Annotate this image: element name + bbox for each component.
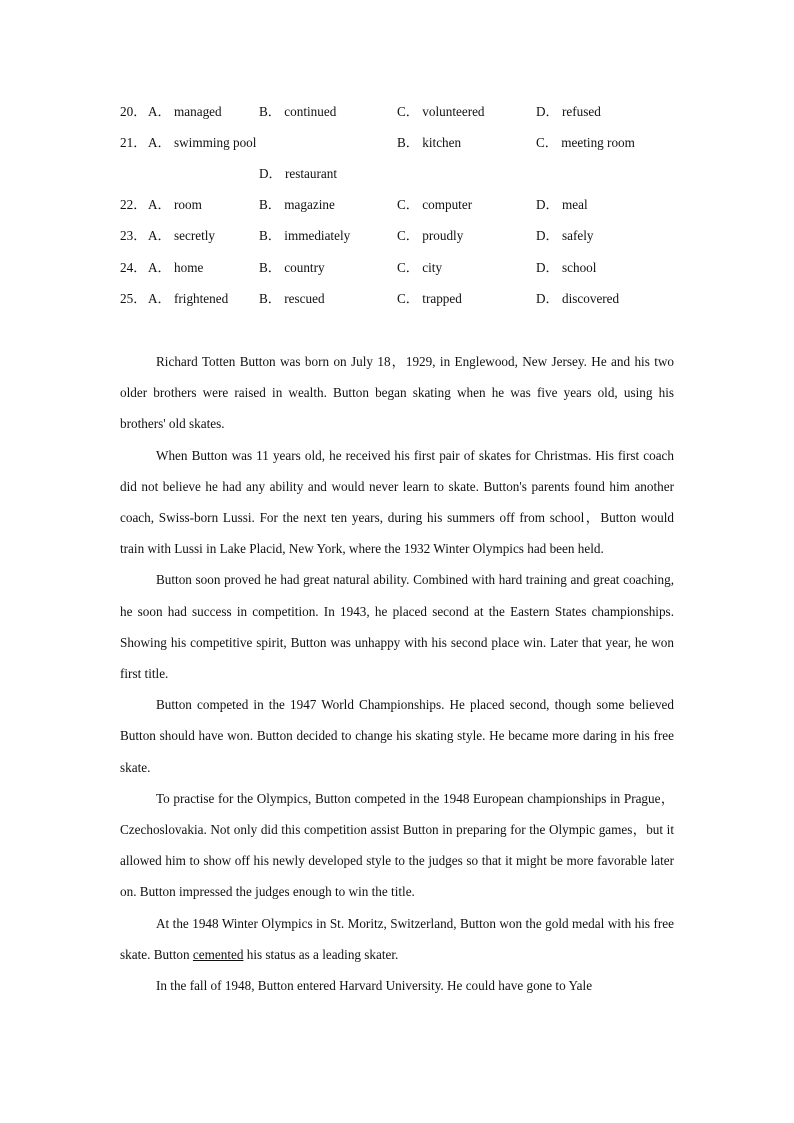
- option-b: B． continued: [259, 104, 337, 119]
- option-d: C． meeting room: [536, 135, 635, 150]
- option-b: B． rescued: [259, 291, 325, 306]
- option-b: B． immediately: [259, 228, 351, 243]
- paragraph-5: To practise for the Olympics, Button competed in the 1948 European championships in Prague，Czechoslovakia. Not only did this competition assist Button in preparing for the Olympic games，but it allowed him to show off his newly developed style to the judges so that it might be more favorable later on. Button impressed the judges enough to win the title.: [120, 790, 674, 900]
- paragraph-1: Richard Totten Button was born on July 18，1929, in Englewood, New Jersey. He and his two older brothers were raised in wealth. Button began skating when he was five years old, using his brothers' old skates.: [120, 354, 674, 432]
- question-number: 20．: [120, 104, 147, 119]
- option-b: B． country: [259, 260, 325, 275]
- option-a: A． swimming pool: [148, 135, 257, 150]
- option-a: A． home: [148, 260, 204, 275]
- question-number: 22．: [120, 197, 147, 212]
- paragraph-7: In the fall of 1948, Button entered Harvard University. He could have gone to Yale: [156, 978, 593, 994]
- question-number: 25．: [120, 291, 147, 306]
- option-c: C． volunteered: [397, 104, 485, 119]
- option-d: D． refused: [536, 104, 601, 119]
- option-c: C． computer: [397, 197, 473, 212]
- question-number: 21．: [120, 135, 147, 150]
- option-a: A． secretly: [148, 228, 216, 243]
- option-c: C． city: [397, 260, 443, 275]
- option-c: B． kitchen: [397, 135, 462, 150]
- option-d: D． safely: [536, 228, 594, 243]
- option-b: B． magazine: [259, 197, 335, 212]
- option-c: C． proudly: [397, 228, 464, 243]
- option-b: D． restaurant: [259, 166, 337, 181]
- paragraph-6: [120, 908, 674, 970]
- option-d: D． discovered: [536, 291, 620, 306]
- option-d: D． school: [536, 260, 597, 275]
- question-number: 24．: [120, 260, 147, 275]
- option-d: D． meal: [536, 197, 588, 212]
- option-a: A． frightened: [148, 291, 229, 306]
- paragraph-6-text-start: At the 1948 Winter Olympics in St. Moritz, Switzerland, Button won the gold medal with his free skate. Button: [120, 915, 674, 962]
- option-a: A． managed: [148, 104, 222, 119]
- paragraph-2: When Button was 11 years old, he received his first pair of skates for Christmas. His first coach did not believe he had any ability and would never learn to skate. Button's parents found him another coach, Swiss-born Lussi. For the next ten years, during his summers off from school，Button would train with Lussi in Lake Placid, New York, where the 1932 Winter Olympics had been held.: [120, 447, 674, 557]
- paragraph-4: Button competed in the 1947 World Championships. He placed second, though some believed Button should have won. Button decided to change his skating style. He became more daring in his free skate.: [120, 697, 674, 775]
- underlined-word: cemented: [192, 946, 244, 962]
- paragraph-6-text-end: his status as a leading skater.: [243, 946, 399, 962]
- reading-passage: [120, 346, 674, 1001]
- question-number: 23．: [120, 228, 147, 243]
- paragraph-3: Button soon proved he had great natural ability. Combined with hard training and great coaching, he soon had success in competition. In 1943, he placed second at the Eastern States championships. Showing his competitive spirit, Button was unhappy with his second place win. Later that year, he won first title.: [120, 572, 674, 682]
- option-c: C． trapped: [397, 291, 462, 306]
- option-a: A． room: [148, 197, 202, 212]
